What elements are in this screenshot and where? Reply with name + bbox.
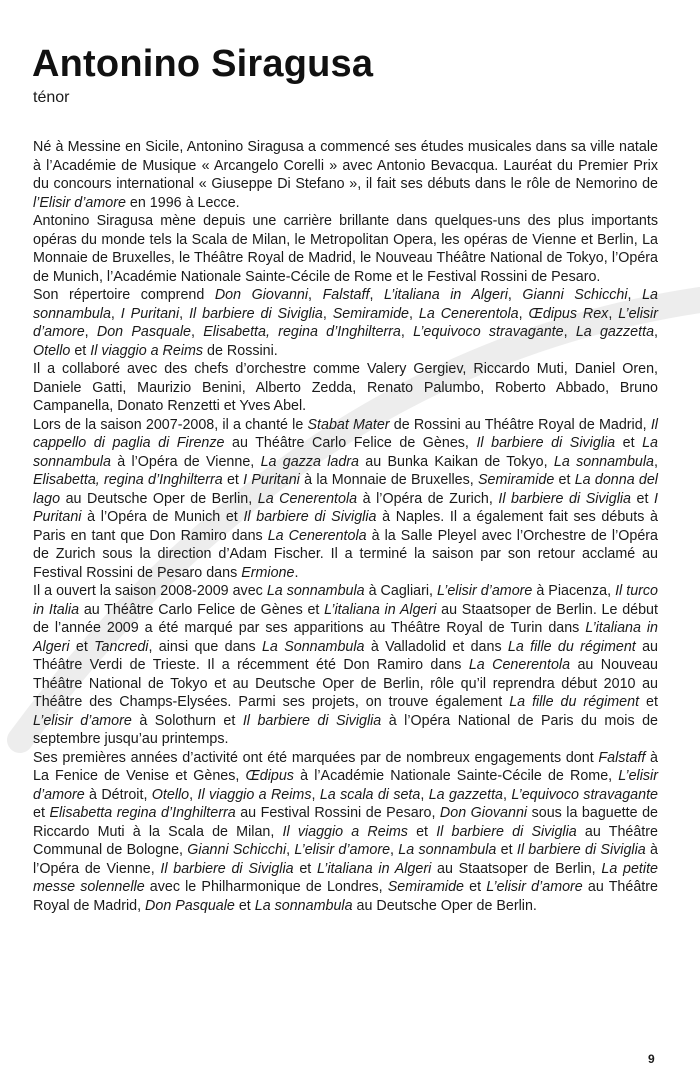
work-title: La fille du régiment bbox=[507, 638, 636, 655]
bio-paragraph bbox=[33, 212, 658, 286]
work-title: Gianni Schicchi bbox=[187, 842, 287, 858]
bio-text: Né à Messine en Sicile, Antonino Siragusa a commencé ses études musicales dans sa ville natale à l’Académie de Musique « Arcangelo Corelli » avec Antonio Bevacqua. Lauréat du Premier Prix du concours international « Giuseppe Di Stefano », il fait ses débuts dans le rôle de Nemorino de bbox=[33, 139, 658, 192]
work-title: Otello bbox=[33, 342, 71, 359]
bio-text: , bbox=[654, 324, 658, 340]
bio-text: Ses premières années d’activité ont été marquées par de nombreux engagements dont bbox=[33, 749, 599, 766]
work-title: La Cenerentola bbox=[267, 527, 367, 544]
bio-paragraph bbox=[33, 138, 658, 212]
artist-name: Antonino Siragusa bbox=[32, 43, 374, 85]
bio-text: au Théâtre Carlo Felice de Gènes et bbox=[79, 601, 325, 618]
bio-text: à l’Opéra de Zurich, bbox=[357, 490, 499, 507]
bio-text: , bbox=[608, 305, 619, 322]
work-title: L’elisir d’amore bbox=[486, 879, 583, 895]
work-title: La Cenerentola bbox=[468, 657, 571, 673]
bio-paragraph bbox=[33, 749, 658, 916]
work-title: La sonnambula bbox=[33, 287, 658, 322]
work-title: L’elisir d’amore bbox=[33, 305, 658, 340]
work-title: Don Giovanni bbox=[439, 805, 528, 821]
work-title: Stabat Mater bbox=[307, 416, 390, 433]
page-number: 9 bbox=[648, 1052, 655, 1066]
work-title: I Puritani bbox=[33, 490, 658, 525]
bio-text: au Théâtre Royal de Madrid, bbox=[33, 879, 658, 914]
bio-text: à la Monnaie de Bruxelles, bbox=[299, 472, 479, 488]
work-title: Don Pasquale bbox=[145, 897, 235, 914]
work-title: Il cappello di paglia di Firenze bbox=[33, 416, 658, 451]
work-title: Tancredi bbox=[94, 638, 149, 655]
work-title: La Cenerentola bbox=[418, 305, 519, 322]
biography bbox=[33, 138, 658, 915]
bio-text: au Staatsoper de Berlin. Le début de l’année 2009 a été marqué par ses apparitions au Théâtre Royal de Turin dans bbox=[33, 601, 658, 636]
bio-text: , bbox=[110, 305, 121, 322]
bio-paragraph bbox=[33, 582, 658, 749]
bio-text: de Rossini au Théâtre Royal de Madrid, bbox=[389, 416, 651, 433]
work-title: La sonnambula bbox=[398, 842, 497, 858]
bio-text: au Bunka Kaikan de Tokyo, bbox=[359, 453, 554, 470]
work-title: Semiramide bbox=[387, 879, 465, 895]
bio-text: et bbox=[554, 472, 575, 488]
bio-text: à Piacenza, bbox=[532, 583, 616, 599]
bio-text: , bbox=[507, 287, 523, 303]
bio-text: au Théâtre Verdi de Trieste. Il a récemment été Don Ramiro dans bbox=[33, 638, 659, 673]
work-title: La scala di seta bbox=[319, 786, 421, 803]
work-title: La Sonnambula bbox=[261, 638, 365, 655]
bio-text: à Cagliari, bbox=[364, 583, 437, 599]
work-title: L’elisir d’amore bbox=[436, 583, 533, 599]
bio-text: , bbox=[627, 287, 643, 303]
work-title: Il barbiere di Siviglia bbox=[476, 435, 616, 451]
bio-text: à l’Opéra de Munich et bbox=[81, 509, 244, 525]
bio-text: , bbox=[369, 287, 384, 303]
work-title: Il turco in Italia bbox=[33, 583, 659, 618]
bio-text: au Nouveau Théâtre National de Tokyo et au Deutsche Oper de Berlin, rôle qu’il reprendra début 2010 au Théâtre des Champs-Elysées. Parmi ses projets, on trouve également bbox=[33, 657, 658, 710]
bio-text: et bbox=[639, 694, 658, 710]
bio-text: et bbox=[69, 638, 95, 655]
bio-text: de Rossini. bbox=[203, 342, 278, 359]
work-title: Falstaff bbox=[598, 749, 646, 766]
work-title: Semiramide bbox=[332, 305, 410, 322]
work-title: La petite messe solennelle bbox=[33, 860, 658, 895]
bio-paragraph bbox=[33, 416, 658, 583]
work-title: I Puritani bbox=[120, 305, 180, 322]
bio-text: à l’Opéra de Vienne, bbox=[110, 453, 261, 470]
bio-text: , bbox=[189, 786, 198, 803]
bio-text: et bbox=[222, 472, 244, 488]
bio-text: , bbox=[420, 786, 429, 803]
work-title: L’equivoco stravagante bbox=[413, 324, 564, 340]
work-title: La fille du régiment bbox=[509, 694, 640, 710]
bio-text: au Deutsche Oper de Berlin, bbox=[60, 490, 258, 507]
bio-text: sous la baguette de Riccardo Muti à la Scala de Milan, bbox=[33, 805, 658, 840]
work-title: La gazza ladra bbox=[260, 453, 359, 470]
bio-text: Son répertoire comprend bbox=[33, 287, 215, 303]
bio-text: à Naples. Il a également fait ses débuts à Paris en tant que Don Ramiro dans bbox=[33, 509, 658, 544]
bio-text: , bbox=[503, 786, 512, 803]
work-title: L’italiana in Algeri bbox=[324, 601, 437, 618]
work-title: La donna del lago bbox=[33, 472, 658, 507]
work-title: Il barbiere di Siviglia bbox=[498, 490, 631, 507]
work-title: Ermione bbox=[241, 564, 295, 581]
bio-text: à La Fenice de Venise et Gènes, bbox=[33, 749, 658, 784]
bio-text: à l’Académie Nationale Sainte-Cécile de Rome, bbox=[293, 768, 619, 784]
work-title: Il barbiere di Siviglia bbox=[436, 823, 577, 840]
bio-text: et bbox=[293, 860, 318, 877]
work-title: Il barbiere di Siviglia bbox=[243, 509, 377, 525]
bio-text: au Théâtre Communal de Bologne, bbox=[33, 823, 658, 858]
bio-text: Il a ouvert la saison 2008-2009 avec bbox=[33, 583, 267, 599]
bio-paragraph bbox=[33, 360, 658, 416]
work-title: Otello bbox=[151, 786, 190, 803]
bio-text: à Valladolid et dans bbox=[364, 638, 508, 655]
bio-text: avec le Philharmonique de Londres, bbox=[144, 879, 388, 895]
work-title: Don Pasquale bbox=[96, 324, 191, 340]
bio-text: et bbox=[234, 897, 255, 914]
bio-text: au Staatsoper de Berlin, bbox=[431, 860, 602, 877]
bio-text: Lors de la saison 2007-2008, il a chanté le bbox=[33, 416, 308, 433]
work-title: La sonnambula bbox=[254, 897, 353, 914]
work-title: La sonnambula bbox=[266, 583, 365, 599]
work-title: Il viaggio a Reims bbox=[282, 823, 408, 840]
work-title: Don Giovanni bbox=[214, 287, 309, 303]
work-title: La Cenerentola bbox=[257, 490, 358, 507]
bio-text: , bbox=[322, 305, 333, 322]
bio-text: Il a collaboré avec des chefs d’orchestre comme Valery Gergiev, Riccardo Muti, Daniel Oren, Daniele Gatti, Maurizio Benini, Alberto Zedda, Renato Palumbo, Roberto Abbado, Bruno Campanella, Donato Renzetti et Yves Abel. bbox=[33, 361, 658, 414]
work-title: L’italiana in Algeri bbox=[317, 860, 432, 877]
bio-text: et bbox=[70, 342, 91, 359]
work-title: Il viaggio a Reims bbox=[197, 786, 312, 803]
work-title: L’equivoco stravagante bbox=[511, 786, 658, 803]
work-title: Elisabetta, regina d’Inghilterra bbox=[33, 472, 223, 488]
work-title: L’elisir d’amore bbox=[33, 712, 132, 729]
work-title: Elisabetta regina d’Inghilterra bbox=[49, 805, 236, 821]
bio-text: et bbox=[464, 879, 487, 895]
bio-text: , bbox=[286, 842, 295, 858]
work-title: L’elisir d’amore bbox=[33, 768, 658, 803]
bio-text: , bbox=[390, 842, 399, 858]
work-title: Il barbiere di Siviglia bbox=[242, 712, 382, 729]
bio-text: et bbox=[33, 805, 50, 821]
bio-text: à Solothurn et bbox=[131, 712, 243, 729]
work-title: Semiramide bbox=[478, 472, 555, 488]
bio-text: , bbox=[84, 324, 97, 340]
work-title: L’italiana in Algeri bbox=[384, 287, 508, 303]
bio-text: en 1996 à Lecce. bbox=[125, 194, 240, 211]
work-title: La sonnambula bbox=[33, 435, 658, 470]
work-title: l’Elisir d’amore bbox=[33, 194, 126, 211]
work-title: Œdipus bbox=[245, 768, 294, 784]
bio-text: , bbox=[308, 287, 323, 303]
work-title: La sonnambula bbox=[553, 453, 654, 470]
work-title: Elisabetta, regina d’Inghilterra bbox=[203, 324, 401, 340]
voice-type: ténor bbox=[33, 89, 70, 106]
bio-text: à Détroit, bbox=[84, 786, 152, 803]
bio-text: et bbox=[496, 842, 517, 858]
bio-text: Antonino Siragusa mène depuis une carrière brillante dans quelques-uns des plus importants opéras du monde tels la Scala de Milan, le Metropolitan Opera, les opéras de Vienne et Berlin, La Monnaie de Bruxelles, le Théâtre Royal de Madrid, le Nouveau Théâtre National de Tokyo, l’Opéra de Munich, l’Académie Nationale Sainte-Cécile de Rome et le Festival Rossini de Pesaro. bbox=[33, 213, 658, 285]
work-title: La gazzetta bbox=[428, 786, 504, 803]
bio-text: au Deutsche Oper de Berlin. bbox=[352, 897, 537, 914]
work-title: La gazzetta bbox=[575, 324, 655, 340]
work-title: Falstaff bbox=[322, 287, 370, 303]
bio-text: et bbox=[631, 490, 654, 507]
bio-text: et bbox=[615, 435, 643, 451]
bio-text: , bbox=[563, 324, 576, 340]
bio-text: au Théâtre Carlo Felice de Gènes, bbox=[224, 435, 477, 451]
bio-text: au Festival Rossini de Pesaro, bbox=[235, 805, 440, 821]
bio-text: , bbox=[179, 305, 190, 322]
work-title: Œdipus Rex bbox=[528, 305, 609, 322]
bio-text: , bbox=[400, 324, 414, 340]
work-title: I Puritani bbox=[243, 472, 300, 488]
bio-text: , bbox=[654, 453, 658, 470]
work-title: Il barbiere di Siviglia bbox=[516, 842, 646, 858]
bio-text: à l’Opéra de Vienne, bbox=[33, 842, 658, 877]
bio-text: , bbox=[190, 324, 204, 340]
work-title: L’elisir d’amore bbox=[294, 842, 391, 858]
work-title: Il viaggio a Reims bbox=[90, 342, 204, 359]
bio-text: , bbox=[409, 305, 419, 322]
bio-text: à la Salle Pleyel avec l’Orchestre de l’Opéra de Zurich sous la direction d’Adam Fischer. Il a terminé la saison par son retour acclamé au Festival Rossini de Pesaro dans bbox=[33, 527, 658, 581]
work-title: Il barbiere di Siviglia bbox=[189, 305, 323, 322]
work-title: Il barbiere di Siviglia bbox=[160, 860, 294, 877]
bio-text: , bbox=[518, 305, 529, 322]
bio-text: à l’Opéra National de Paris du mois de septembre jusqu’au printemps. bbox=[33, 712, 658, 747]
bio-paragraph bbox=[33, 286, 658, 360]
bio-text: , bbox=[311, 786, 320, 803]
work-title: Gianni Schicchi bbox=[522, 287, 628, 303]
work-title: L’italiana in Algeri bbox=[33, 620, 658, 655]
bio-text: , ainsi que dans bbox=[148, 638, 262, 655]
bio-text: et bbox=[407, 823, 437, 840]
bio-text: . bbox=[294, 564, 299, 581]
